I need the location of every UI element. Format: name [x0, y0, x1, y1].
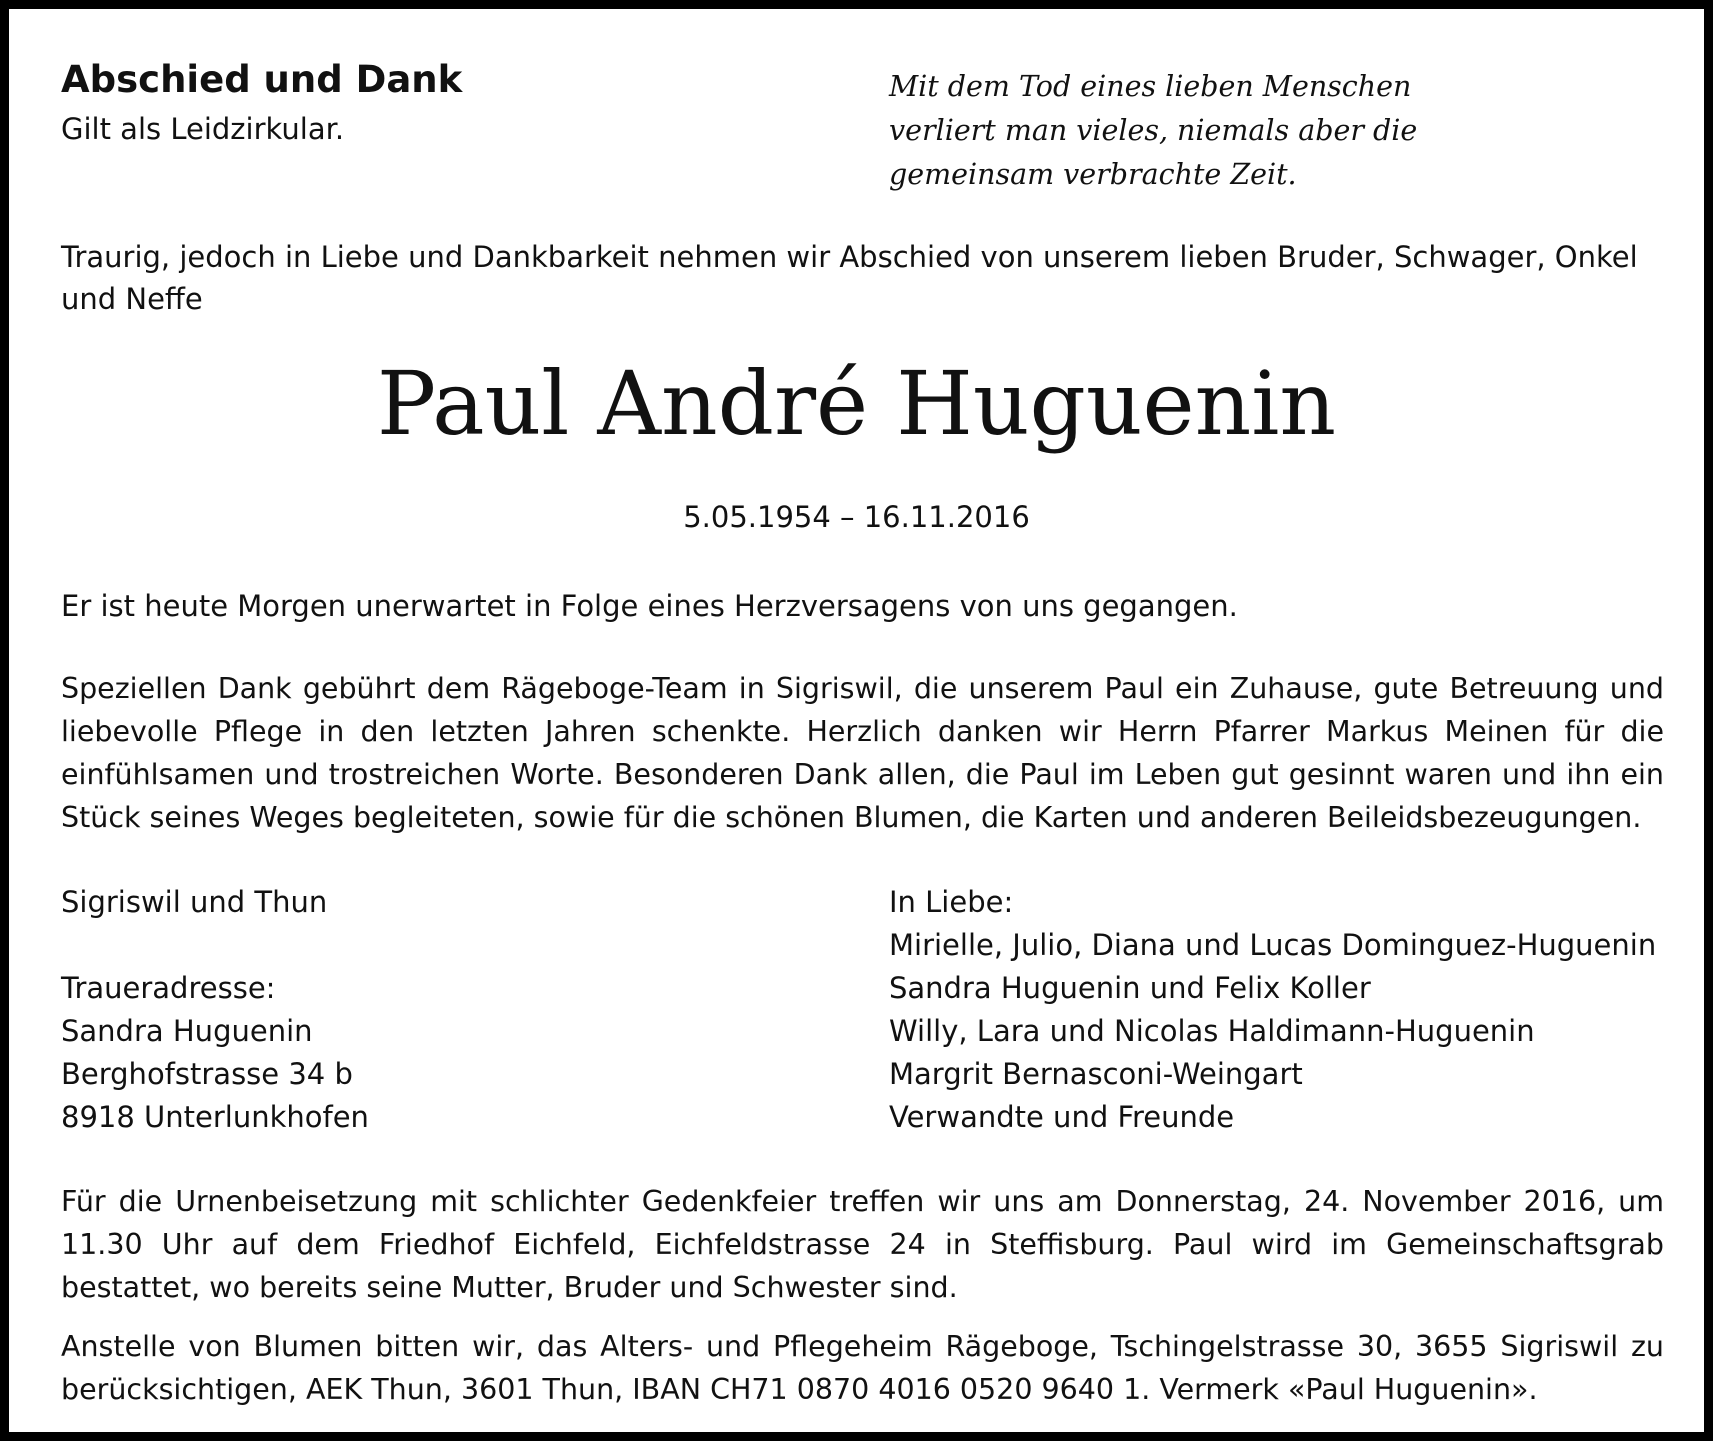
notice-subtitle: Gilt als Leidzirkular.: [61, 112, 345, 146]
burial-paragraph: Für die Urnenbeisetzung mit schlichter Gedenkfeier treffen wir uns am Donnerstag, 24. November 2016, um 11.30 Uhr auf dem Friedhof Eichfeld, Eichfeldstrasse 24 in Steffisburg. Paul wird im Gemeinschaftsgrab bestattet, wo bereits seine Mutter, Bruder und Schwester sind.: [61, 1185, 1664, 1304]
memorial-quote: [889, 65, 1417, 197]
death-notice: Er ist heute Morgen unerwartet in Folge eines Herzversagens von uns gegangen.: [61, 589, 1238, 623]
address-line: 8918 Unterlunkhofen: [61, 1100, 369, 1134]
mourning-address: [61, 967, 369, 1139]
place-line: Sigriswil und Thun: [61, 885, 328, 919]
thanks-paragraph: Speziellen Dank gebührt dem Rägeboge-Team in Sigriswil, die unserem Paul ein Zuhause, gute Betreuung und liebevolle Pflege in den letzten Jahren schenkte. Herzlich danken wir Herrn Pfarrer Markus Meinen für die einfühlsamen und trostreichen Worte. Besonderen Dank allen, die Paul im Leben gut gesinnt waren und ihn ein Stück seines Weges begleiteten, sowie für die schönen Blumen, die Karten und anderen Beileidsbezeugungen.: [61, 672, 1664, 834]
quote-line: gemeinsam verbrachte Zeit.: [889, 158, 1297, 191]
address-line: Berghofstrasse 34 b: [61, 1057, 353, 1091]
family-member: Sandra Huguenin und Felix Koller: [889, 971, 1371, 1005]
address-label: Traueradresse:: [61, 971, 276, 1005]
address-line: Sandra Huguenin: [61, 1014, 313, 1048]
intro-paragraph: Traurig, jedoch in Liebe und Dankbarkeit nehmen wir Abschied von unserem lieben Bruder, Schwager, Onkel und Neffe: [61, 240, 1638, 316]
family-label: In Liebe:: [889, 885, 1014, 919]
family-member: Margrit Bernasconi-Weingart: [889, 1057, 1303, 1091]
family-member: Verwandte und Freunde: [889, 1100, 1235, 1134]
family-list: [889, 881, 1656, 1139]
life-dates: 5.05.1954 – 16.11.2016: [683, 500, 1030, 534]
deceased-name: Paul André Huguenin: [376, 352, 1337, 455]
donation-paragraph: Anstelle von Blumen bitten wir, das Alters- und Pflegeheim Rägeboge, Tschingelstrasse 30, 3655 Sigriswil zu berücksichtigen, AEK Thun, 3601 Thun, IBAN CH71 0870 4016 0520 9640 1. Vermerk «Paul Huguenin».: [61, 1330, 1664, 1406]
quote-line: verliert man vieles, niemals aber die: [889, 114, 1418, 147]
quote-line: Mit dem Tod eines lieben Menschen: [889, 70, 1412, 103]
family-member: Willy, Lara und Nicolas Haldimann-Huguenin: [889, 1014, 1535, 1048]
family-member: Mirielle, Julio, Diana und Lucas Dominguez-Huguenin: [889, 928, 1657, 962]
notice-title: Abschied und Dank: [61, 58, 463, 101]
